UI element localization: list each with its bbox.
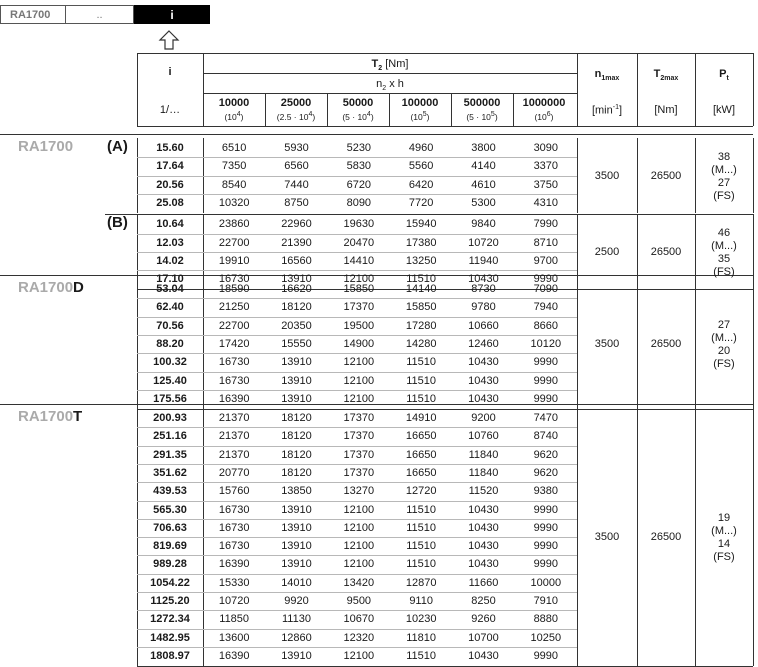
torque-value: 8540 [221,178,247,191]
torque-value: 7090 [533,283,559,295]
t2max-value: 26500 [650,245,682,258]
power-value: 38 (M...) 27 (FS) [711,150,737,202]
torque-value: 5230 [346,142,372,154]
torque-value: 10250 [530,631,562,644]
torque-value: 11840 [468,448,499,461]
torque-value: 12100 [343,558,375,571]
torque-value: 13910 [281,503,312,516]
torque-value: 11510 [406,356,437,369]
torque-value: 21370 [218,412,250,424]
table-row [203,647,577,666]
torque-value: 10430 [468,392,499,405]
torque-value: 18120 [281,301,312,314]
hours-column-value: 10000 [218,97,250,109]
ratio-value: 88.20 [156,337,184,350]
torque-value: 12320 [343,631,375,644]
torque-value: 17370 [343,466,375,479]
torque-value: 9380 [533,485,559,498]
torque-value: 10430 [468,540,499,553]
table-row [203,280,577,299]
torque-value: 11130 [282,613,311,626]
model-name: RA1700D [18,279,84,296]
ratio-value: 25.08 [156,196,184,209]
i-column-header: i [168,66,172,78]
i-column-unit: 1/… [159,104,181,116]
table-row [203,555,577,574]
torque-value: 9990 [533,521,559,534]
torque-value: 15550 [281,337,312,350]
hours-column-exponent: $(5 \cdot 10^4)$ [342,111,374,122]
ratio-value: 15.60 [156,142,184,154]
torque-value: 12100 [343,521,375,534]
torque-value: 23860 [218,218,250,231]
torque-value: 9990 [533,392,559,405]
torque-value: 13270 [343,485,375,498]
breadcrumb-item-model[interactable]: RA1700 [0,5,66,24]
torque-value: 17370 [343,301,375,314]
torque-value: 14910 [405,412,437,424]
table-row [203,427,577,446]
t2max-value: 26500 [650,531,682,544]
torque-value: 9990 [533,558,559,571]
table-row [203,298,577,317]
power-value: 27 (M...) 20 (FS) [711,319,737,371]
breadcrumb-item-ellipsis[interactable]: .. [66,5,134,24]
torque-value: 11520 [468,485,499,498]
torque-value: 11510 [406,392,437,405]
torque-value: 11510 [406,273,437,286]
hours-column-exponent: $(10^4)$ [224,111,244,122]
torque-value: 12870 [405,576,437,589]
variant-tag: (B) [107,214,128,232]
torque-value: 13250 [405,254,437,267]
torque-value: 19500 [343,319,375,332]
table-row [203,194,577,213]
torque-value: 5560 [408,160,434,173]
ratio-value: 565.30 [153,503,187,516]
ratio-value: 351.62 [153,466,187,479]
table-row [203,335,577,354]
torque-value: 11510 [406,503,437,516]
torque-value: 17370 [343,412,375,424]
torque-value: 16730 [218,540,250,553]
torque-value: 20470 [343,236,375,249]
ratio-value: 291.35 [153,448,187,461]
torque-value: 20770 [218,466,250,479]
torque-value: 21390 [281,236,312,249]
torque-value: 11510 [406,521,437,534]
torque-value: 16650 [405,430,437,443]
torque-value: 9700 [533,254,559,267]
torque-value: 12100 [343,503,375,516]
torque-value: 17280 [405,319,437,332]
table-row [203,537,577,556]
torque-value: 13910 [281,374,312,387]
torque-value: 10430 [468,273,499,286]
torque-value: 13910 [281,356,312,369]
ratio-value: 1808.97 [150,649,190,662]
n1max-header: $n_{1max}$ [594,68,620,83]
torque-value: 14140 [405,283,437,295]
t2-header: $T_2$ [Nm] [371,58,409,73]
torque-value: 13850 [281,485,312,498]
torque-value: 9990 [533,649,559,662]
torque-value: 13910 [281,521,312,534]
torque-value: 10760 [468,430,499,443]
t2max-value: 26500 [650,169,682,182]
torque-value: 21250 [218,301,250,314]
ratio-value: 10.64 [156,218,184,231]
torque-value: 7910 [533,595,559,607]
ratio-value: 175.56 [153,392,187,405]
torque-value: 17380 [405,236,437,249]
torque-value: 9620 [533,466,559,479]
torque-value: 18120 [281,448,312,461]
torque-value: 7440 [284,178,309,191]
torque-value: 3370 [533,160,559,173]
ratio-value: 53.04 [156,283,184,295]
hours-column-exponent: $(2.5 \cdot 10^4)$ [276,111,316,122]
hours-column-value: 50000 [342,97,374,109]
hours-column-exponent: $(10^5)$ [410,111,430,122]
torque-value: 17370 [343,448,375,461]
hours-column-value: 100000 [401,97,439,109]
variant-tag: (A) [107,138,128,155]
torque-value: 12460 [468,337,499,350]
torque-value: 4140 [471,160,496,173]
ratio-value: 1482.95 [150,631,190,644]
torque-value: 6510 [221,142,247,154]
torque-value: 9990 [533,540,559,553]
torque-value: 12100 [343,392,375,405]
ratio-value: 1125.20 [150,595,190,607]
torque-value: 6420 [408,178,434,191]
torque-value: 20350 [281,319,312,332]
breadcrumb [0,5,210,24]
table-row [203,234,577,253]
t2max-value: 26500 [650,338,682,351]
torque-value: 7990 [533,218,559,231]
ratio-value: 17.10 [156,273,184,286]
torque-value: 8660 [533,319,559,332]
torque-value: 16730 [218,273,250,286]
torque-value: 19630 [343,218,375,231]
pt-header: $P_t$ [719,68,729,83]
torque-value: 3090 [533,142,559,154]
torque-value: 10320 [218,196,250,209]
torque-value: 10700 [468,631,499,644]
torque-value: 16730 [218,374,250,387]
torque-value: 9990 [533,503,559,516]
table-row [203,446,577,465]
torque-value: 16390 [218,558,250,571]
torque-value: 11850 [219,613,250,626]
torque-value: 12100 [343,273,375,286]
torque-value: 8740 [533,430,559,443]
torque-value: 12860 [281,631,312,644]
torque-value: 7350 [221,160,247,173]
torque-value: 22960 [281,218,312,231]
torque-value: 9840 [471,218,496,231]
torque-value: 3800 [471,142,496,154]
ratio-value: 989.28 [153,558,187,571]
torque-value: 7470 [533,412,559,424]
ratio-value: 439.53 [153,485,187,498]
torque-value: 9260 [471,613,496,626]
torque-value: 6720 [346,178,372,191]
table-row [203,157,577,176]
torque-value: 3750 [533,178,559,191]
torque-value: 10430 [468,649,499,662]
hours-column-value: 1000000 [522,97,566,109]
torque-value: 16730 [218,503,250,516]
torque-value: 14010 [281,576,312,589]
torque-value: 12100 [343,649,375,662]
hours-column-value: 25000 [280,97,312,109]
torque-value: 10720 [218,595,250,607]
torque-value: 9200 [471,412,496,424]
ratio-value: 1272.34 [150,613,190,626]
ratio-value: 251.16 [153,430,187,443]
torque-value: 8250 [471,595,496,607]
torque-value: 17370 [343,430,375,443]
torque-value: 16560 [281,254,312,267]
torque-value: 16730 [218,521,250,534]
torque-value: 9780 [471,301,496,314]
torque-value: 11510 [406,540,437,553]
torque-value: 10430 [468,558,499,571]
table-row [203,592,577,611]
torque-value: 13910 [281,558,312,571]
model-name: RA1700 [18,138,74,155]
t2max-unit: [Nm] [654,104,678,116]
torque-value: 17420 [218,337,250,350]
torque-value: 18120 [281,412,312,424]
table-row [203,372,577,391]
torque-value: 16650 [405,466,437,479]
torque-value: 10000 [530,576,562,589]
torque-value: 13910 [281,540,312,553]
torque-value: 9990 [533,273,559,286]
torque-value: 13600 [218,631,250,644]
torque-value: 16620 [281,283,312,295]
torque-value: 14410 [343,254,375,267]
table-row [203,519,577,538]
ratio-value: 200.93 [153,412,187,424]
torque-value: 7940 [533,301,559,314]
torque-value: 9990 [533,356,559,369]
torque-value: 5300 [471,196,496,209]
torque-value: 10430 [468,503,499,516]
torque-value: 4960 [408,142,434,154]
breadcrumb-item-current[interactable]: i [134,5,210,24]
torque-value: 11510 [406,558,437,571]
table-row [203,139,577,158]
ratio-value: 20.56 [156,178,184,191]
torque-value: 10430 [468,374,499,387]
torque-value: 4610 [471,178,496,191]
torque-value: 16650 [405,448,437,461]
ratio-value: 62.40 [156,301,184,314]
torque-value: 8710 [533,236,559,249]
torque-value: 15330 [218,576,250,589]
table-row [203,252,577,271]
table-row [203,317,577,336]
torque-value: 12100 [343,374,375,387]
torque-value: 10720 [468,236,499,249]
table-row [203,215,577,234]
torque-value: 15940 [405,218,437,231]
n1max-value: 3500 [594,169,620,182]
pt-unit: [kW] [713,104,735,116]
torque-value: 22700 [218,319,250,332]
torque-value: 16730 [218,356,250,369]
torque-value: 12100 [343,540,375,553]
table-row [203,409,577,428]
torque-value: 12100 [343,356,375,369]
hours-column-value: 500000 [463,97,501,109]
table-row [203,464,577,483]
torque-value: 7720 [408,196,434,209]
torque-value: 9110 [409,595,433,607]
ratio-value: 12.03 [156,236,184,249]
table-row [203,629,577,648]
ratio-value: 706.63 [153,521,187,534]
torque-value: 13910 [281,649,312,662]
torque-value: 14280 [405,337,437,350]
torque-value: 8750 [284,196,309,209]
t2max-header: $T_{2max}$ [653,68,679,83]
table-row [203,353,577,372]
torque-value: 15850 [343,283,375,295]
torque-value: 11940 [468,254,499,267]
torque-value: 11510 [406,374,437,387]
power-value: 46 (M...) 35 (FS) [711,226,737,278]
ratio-value: 70.56 [156,319,184,332]
n2h-header: $n_2$ x h [376,78,404,93]
torque-value: 10430 [468,521,499,534]
hours-column-exponent: $(10^6)$ [534,111,554,122]
torque-value: 11660 [468,576,499,589]
ratio-value: 1054.22 [150,576,190,589]
torque-value: 16390 [218,649,250,662]
n1max-value: 3500 [594,531,620,544]
table-row [203,176,577,195]
torque-value: 10120 [530,337,562,350]
torque-value: 22700 [218,236,250,249]
torque-value: 15760 [218,485,250,498]
table-row [203,574,577,593]
torque-value: 9990 [533,374,559,387]
n1max-value: 3500 [594,338,620,351]
torque-value: 16390 [218,392,250,405]
ratio-value: 17.64 [156,160,184,173]
power-value: 19 (M...) 14 (FS) [711,512,737,564]
ratio-value: 819.69 [153,540,187,553]
up-arrow-icon [158,29,180,51]
torque-value: 10660 [468,319,499,332]
torque-value: 6560 [284,160,309,173]
torque-value: 13910 [281,392,312,405]
ratio-value: 100.32 [153,356,187,369]
torque-value: 15850 [405,301,437,314]
torque-value: 18120 [281,466,312,479]
torque-value: 8730 [471,283,496,295]
torque-value: 9620 [533,448,559,461]
table-row [203,610,577,629]
hours-column-exponent: $(5 \cdot 10^5)$ [466,111,498,122]
torque-value: 13420 [343,576,375,589]
torque-value: 8090 [346,196,372,209]
ratio-value: 125.40 [153,374,187,387]
torque-value: 14900 [343,337,375,350]
torque-value: 11810 [406,631,437,644]
torque-value: 12720 [405,485,437,498]
n1max-unit: $[\min^{-1}]$ [591,104,623,117]
table-row [203,390,577,409]
ratio-value: 14.02 [156,254,184,267]
torque-value: 10230 [405,613,437,626]
torque-value: 9500 [346,595,372,607]
torque-value: 10430 [468,356,499,369]
torque-value: 5930 [284,142,309,154]
torque-value: 8880 [533,613,559,626]
torque-value: 10670 [343,613,375,626]
torque-value: 19910 [218,254,250,267]
torque-value: 21370 [218,448,250,461]
torque-value: 11840 [468,466,499,479]
torque-value: 4310 [533,196,559,209]
table-row [203,482,577,501]
torque-value: 18590 [218,283,250,295]
torque-value: 9920 [284,595,309,607]
torque-value: 5830 [346,160,372,173]
torque-value: 18120 [281,430,312,443]
model-name: RA1700T [18,408,83,425]
n1max-value: 2500 [594,245,620,258]
torque-value: 13910 [281,273,312,286]
torque-value: 11510 [406,649,437,662]
table-row [203,501,577,520]
torque-value: 21370 [218,430,250,443]
